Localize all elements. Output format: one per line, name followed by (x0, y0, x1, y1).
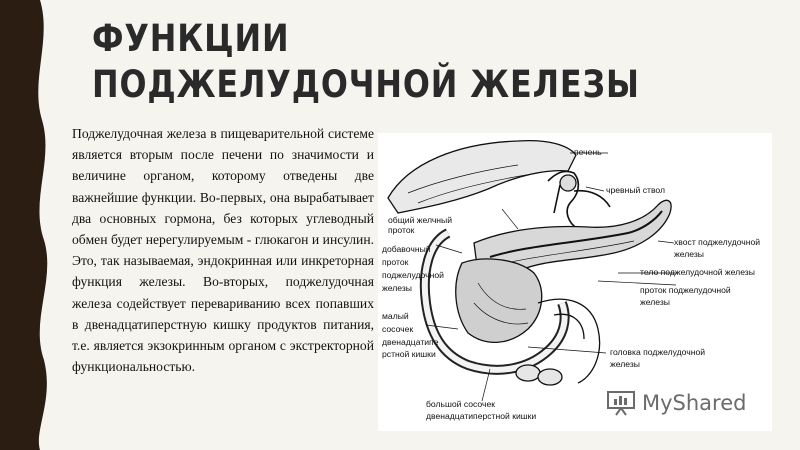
label-common-bile-duct-2: проток (388, 225, 415, 235)
label-common-bile-duct-1: общий желчный (388, 215, 453, 225)
label-tail-2: железы (674, 249, 704, 259)
label-liver: печень (574, 147, 602, 157)
label-major-papilla-2: двенадцатиперстной кишки (426, 411, 537, 421)
presentation-board-icon (606, 390, 636, 416)
label-minor-papilla-2: сосочек (382, 324, 414, 334)
label-accessory-duct-4: железы (382, 283, 412, 293)
pancreas-illustration (378, 133, 772, 431)
label-tail-1: хвост поджелудочной (674, 237, 761, 247)
body-paragraph: Поджелудочная железа в пищеварительной системе является вторым после печени по значимости и величине органом, которому отведены две важнейшие функции. Во-первых, она вырабатывает два основных гормона, без которых углеводный обмен будет нерегулируемым - глюкагон и инсулин. Это, так называемая, эндокринная или инкреторная функция железы. Во-вторых, поджелудочная железа содействует перевариванию всех попавших в двенадцатиперстную кишку продуктов питания, т.е. является экзокринным органом с экстректорной функциональностью. (72, 126, 374, 375)
label-body: тело поджелудочной железы (640, 267, 755, 277)
slide-title: ФУНКЦИИ ПОДЖЕЛУДОЧНОЙ ЖЕЛЕЗЫ (92, 17, 640, 106)
liver-shape (388, 141, 576, 213)
label-accessory-duct-3: поджелудочной (382, 270, 444, 280)
vessels-shape (548, 171, 610, 229)
label-accessory-duct-1: добавочный (382, 244, 431, 254)
decorative-left-band (0, 0, 60, 450)
pancreas-head-shape (456, 259, 542, 342)
label-pancreatic-duct-2: железы (640, 297, 670, 307)
label-celiac-trunk: чревный ствол (606, 185, 666, 195)
label-head-2: железы (610, 359, 640, 369)
label-minor-papilla-1: малый (382, 311, 409, 321)
pancreas-diagram (378, 133, 772, 431)
label-accessory-duct-2: проток (382, 257, 409, 267)
label-major-papilla-1: большой сосочек (426, 399, 496, 409)
label-pancreatic-duct-1: проток поджелудочной (640, 285, 731, 295)
label-minor-papilla-4: рстной кишки (382, 349, 436, 359)
watermark-text: MyShared (642, 391, 747, 415)
label-minor-papilla-3: двенадцатипе (382, 337, 439, 347)
myshared-watermark (606, 388, 746, 418)
label-head-1: головка поджелудочной (610, 347, 706, 357)
